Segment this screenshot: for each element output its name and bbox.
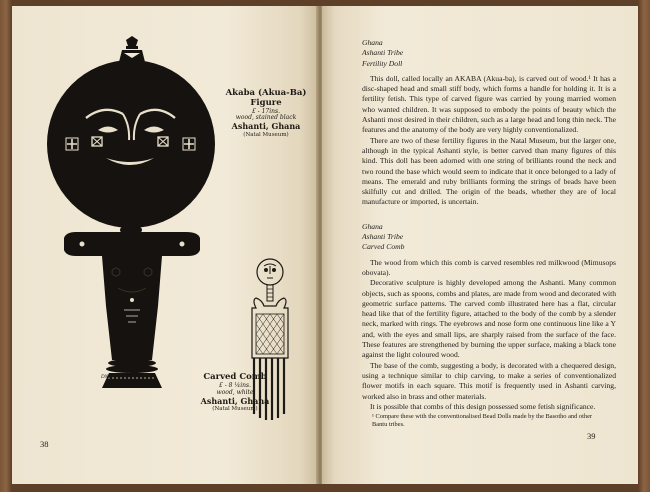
caption-collection: (Natal Museum)	[212, 405, 258, 412]
footnote: ¹ Compare these with the conventionalised Bead Dolls made by the Basotho and other Bantu tribes.	[372, 413, 593, 429]
section-heading-country: Ghana	[362, 221, 383, 231]
caption-title: Akaba (Akua-Ba) Figure	[225, 88, 307, 108]
paragraph: It is possible that combs of this design possessed some fetish significance.	[370, 401, 596, 411]
paragraph: The wood from which this comb is carved resembles red milkwood (Mimusops obovata).	[362, 257, 616, 277]
section-heading-country: Ghana	[362, 38, 383, 47]
akaba-figure-caption	[220, 89, 312, 138]
caption-size: £ - 8 ¼ins.	[219, 381, 251, 389]
paragraph: The base of the comb, suggesting a body, is decorated with a chequered design, using a technique similar to chip carving, to make a series of conventionalized flower motifs in each square. This motif is frequently used in Ashanti carving, worked also in brass and other materials.	[362, 360, 616, 401]
caption-collection: (Natal Museum)	[243, 131, 289, 138]
caption-material: wood, stained black	[235, 114, 297, 122]
akaba-doll-drawing	[47, 36, 215, 388]
page-number-left: 38	[40, 439, 49, 449]
section-heading-object: Carved Comb	[362, 242, 405, 252]
comb-caption	[188, 373, 282, 412]
caption-material: wood, white	[216, 388, 254, 396]
caption-origin: Ashanti, Ghana	[200, 395, 270, 406]
illustrations	[12, 6, 318, 484]
page-number-right: 39	[587, 431, 596, 441]
section-heading-object: Fertility Doll	[362, 58, 403, 68]
paragraph: There are two of these fertility figures in the Natal Museum, but the larger one, although in the typical Ashanti style, is better carved than many figures of this kind. This doll has been adorned with one string of brilliants round the neck and two round the base which would seem to indicate that it once belonged to a lady of means. The emerald and ruby brilliants forming the strings of beads have been skilfully cut and drilled. The origin of the beads, whether they are of local manufacture or imported, is uncertain.	[362, 135, 616, 207]
section-heading-tribe: Ashanti Tribe	[362, 48, 404, 58]
paragraph: Decorative sculpture is highly developed among the Ashanti. Many common objects, such as spoons, combs and plates, are made from wood and decorated with geometric surface patterns. The carved comb illustrated here has a flat, circular head like that of the fertility figure, attached to the body of the comb by a slender neck, marked with rings. The eyebrows and nose form one continuous line like a Y and, with the eyes and small lips, are sharply raised from the surface of the face. These features are strengthened by burning the upper surface, making a black tone against the light coloured wood.	[362, 278, 616, 360]
section-heading-tribe: Ashanti Tribe	[362, 232, 404, 242]
caption-size: £ - 17ins.	[251, 107, 281, 115]
body-text	[362, 38, 616, 412]
right-page	[322, 6, 638, 484]
caption-title: Carved Comb	[203, 372, 267, 382]
artist-mark: DNL	[101, 375, 111, 380]
caption-origin: Ashanti, Ghana	[231, 121, 301, 132]
paragraph: This doll, called locally an AKABA (Akua-ba), is carved out of wood.¹ It has a disc-shaped head and small stiff body, which forms a handle for holding it. It is a fertility fetish. This type of carved figure was carried by young married women who wanted children. It was supposed to embody the points of beauty which the Ashanti most desired in their children, such as a large head and long thin neck. The features and the anatomy of the body are very highly conventionalized.	[362, 73, 616, 135]
left-page	[12, 6, 318, 484]
